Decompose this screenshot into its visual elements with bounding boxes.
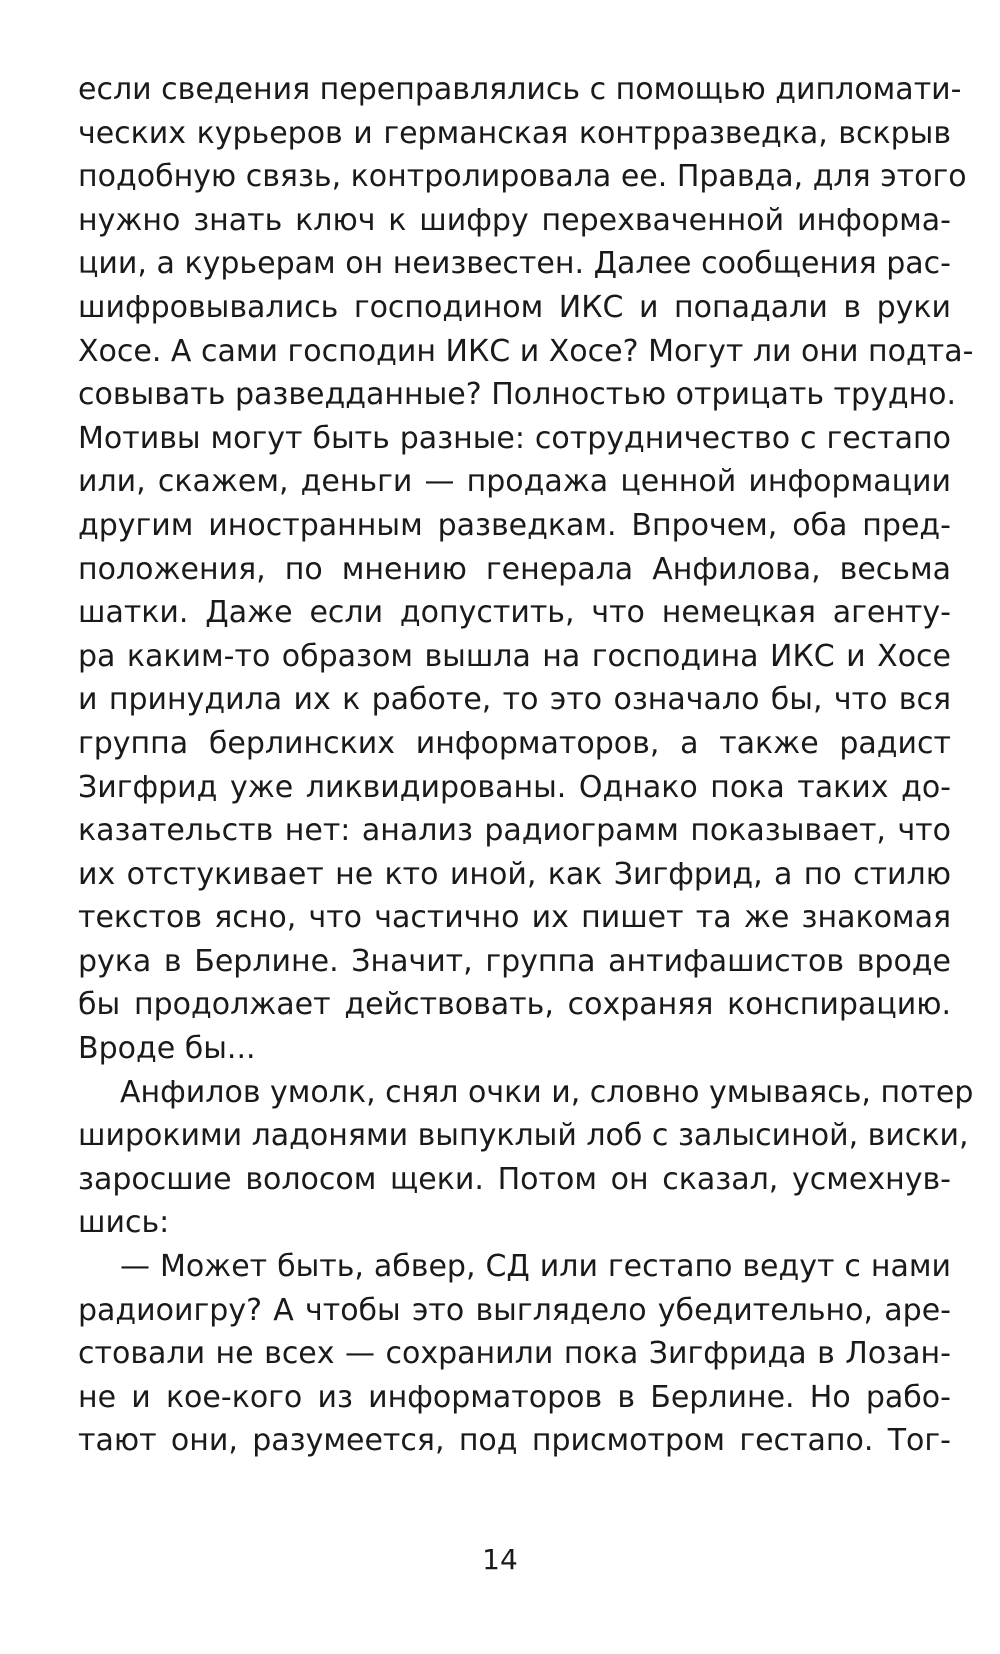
text-line: шись: [78,1205,170,1241]
text-line: бы продолжает действовать, сохраняя конспирацию. [78,987,951,1023]
text-line: подобную связь, контролировала ее. Правда, для этого [78,159,967,195]
text-line: не и кое-кого из информаторов в Берлине. Но рабо- [78,1379,951,1415]
text-line: стовали не всех — сохранили пока Зигфрида в Лозан- [78,1336,951,1372]
text-line: шатки. Даже если допустить, что немецкая агенту- [78,595,951,631]
text-line: их отстукивает не кто иной, как Зигфрид, а по стилю [78,856,951,892]
page-body [78,68,974,1463]
text-line: совывать разведданные? Полностью отрицать трудно. [78,377,957,413]
text-line: Хосе. А сами господин ИКС и Хосе? Могут ли они подта- [78,333,974,369]
text-line: Зигфрид уже ликвидированы. Однако пока таких до- [78,769,951,805]
paragraph-1 [78,68,974,1071]
text-line: или, скажем, деньги — продажа ценной информации [78,464,951,500]
text-line: — Может быть, абвер, СД или гестапо ведут с нами [120,1249,951,1285]
paragraph-2 [78,1071,974,1245]
text-line: если сведения переправлялись с помощью дипломати- [78,72,962,107]
text-line: ческих курьеров и германская контрразведка, вскрыв [78,115,951,151]
text-line: Мотивы могут быть разные: сотрудничество с гестапо [78,420,951,456]
text-line: Анфилов умолк, снял очки и, словно умываясь, потер [120,1074,974,1110]
text-line: заросшие волосом щеки. Потом он сказал, усмехнув- [78,1161,951,1197]
text-line: радиоигру? А чтобы это выглядело убедительно, аре- [78,1292,951,1328]
text-line: шифровывались господином ИКС и попадали в руки [78,289,951,325]
paragraph-3 [78,1245,951,1463]
page-number: 14 [482,1543,518,1576]
text-line: рука в Берлине. Значит, группа антифашистов вроде [78,943,951,979]
text-line: казательств нет: анализ радиограмм показывает, что [78,813,951,849]
text-line: широкими ладонями выпуклый лоб с залысиной, виски, [78,1118,969,1154]
text-line: и принудила их к работе, то это означало бы, что вся [78,682,951,718]
text-line: положения, по мнению генерала Анфилова, весьма [78,551,951,587]
text-line: нужно знать ключ к шифру перехваченной информа- [78,202,951,238]
text-line: Вроде бы... [78,1031,256,1067]
text-line: текстов ясно, что частично их пишет та же знакомая [78,900,951,936]
text-line: ции, а курьерам он неизвестен. Далее сообщения рас- [78,246,951,282]
text-line: тают они, разумеется, под присмотром гестапо. Тог- [78,1423,951,1459]
text-line: другим иностранным разведкам. Впрочем, оба пред- [78,507,951,543]
text-line: группа берлинских информаторов, а также радист [78,725,951,761]
text-line: ра каким-то образом вышла на господина ИКС и Хосе [78,638,951,674]
